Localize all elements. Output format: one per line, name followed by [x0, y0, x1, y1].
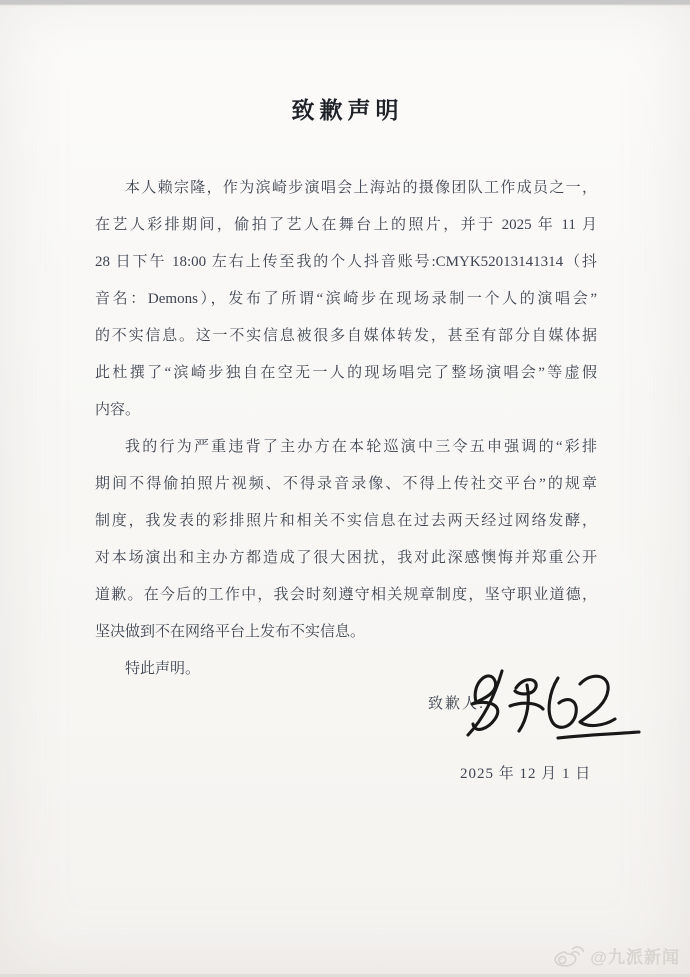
body-line: 道歉。在今后的工作中，我会时刻遵守相关规章制度，坚守职业道德，	[95, 587, 597, 603]
watermark-text: @九派新闻	[590, 947, 680, 967]
body-line: 28 日下午 18:00 左右上传至我的个人抖音账号:CMYK52013141314（抖	[95, 254, 597, 270]
document-title: 致歉声明	[291, 97, 404, 123]
body-line: 我的行为严重违背了主办方在本轮巡演中三令五申强调的“彩排	[125, 439, 597, 455]
closing-statement: 特此声明。	[125, 661, 201, 677]
body-line: 在艺人彩排期间，偷拍了艺人在舞台上的照片，并于 2025 年 11 月	[95, 217, 597, 233]
signatory-label: 致歉人:	[428, 696, 486, 712]
body-line: 内容。	[95, 402, 141, 418]
signature-block	[0, 650, 690, 760]
photo-edge-top	[0, 0, 690, 4]
body-line: 坚决做到不在网络平台上发布不实信息。	[95, 624, 366, 640]
weibo-icon	[551, 941, 585, 969]
body-line: 对本场演出和主办方都造成了很大困扰，我对此深感懊悔并郑重公开	[95, 550, 597, 566]
body-line: 制度，我发表的彩排照片和相关不实信息在过去两天经过网络发酵，	[95, 513, 597, 529]
watermark	[551, 941, 680, 969]
body-line: 期间不得偷拍照片视频、不得录音录像、不得上传社交平台”的规章	[95, 476, 597, 492]
body-line: 此杜撰了“滨崎步独自在空无一人的现场唱完了整场演唱会”等虚假	[95, 365, 597, 381]
document-date: 2025 年 12 月 1 日	[460, 766, 592, 782]
document-body	[95, 170, 597, 688]
body-line: 的不实信息。这一不实信息被很多自媒体转发，甚至有部分自媒体据	[95, 328, 597, 344]
body-line: 音名：Demons），发布了所谓“滨崎步在现场录制一个人的演唱会”	[95, 291, 597, 307]
body-line: 本人赖宗隆，作为滨崎步演唱会上海站的摄像团队工作成员之一，	[125, 180, 597, 196]
handwritten-signature	[458, 658, 650, 754]
